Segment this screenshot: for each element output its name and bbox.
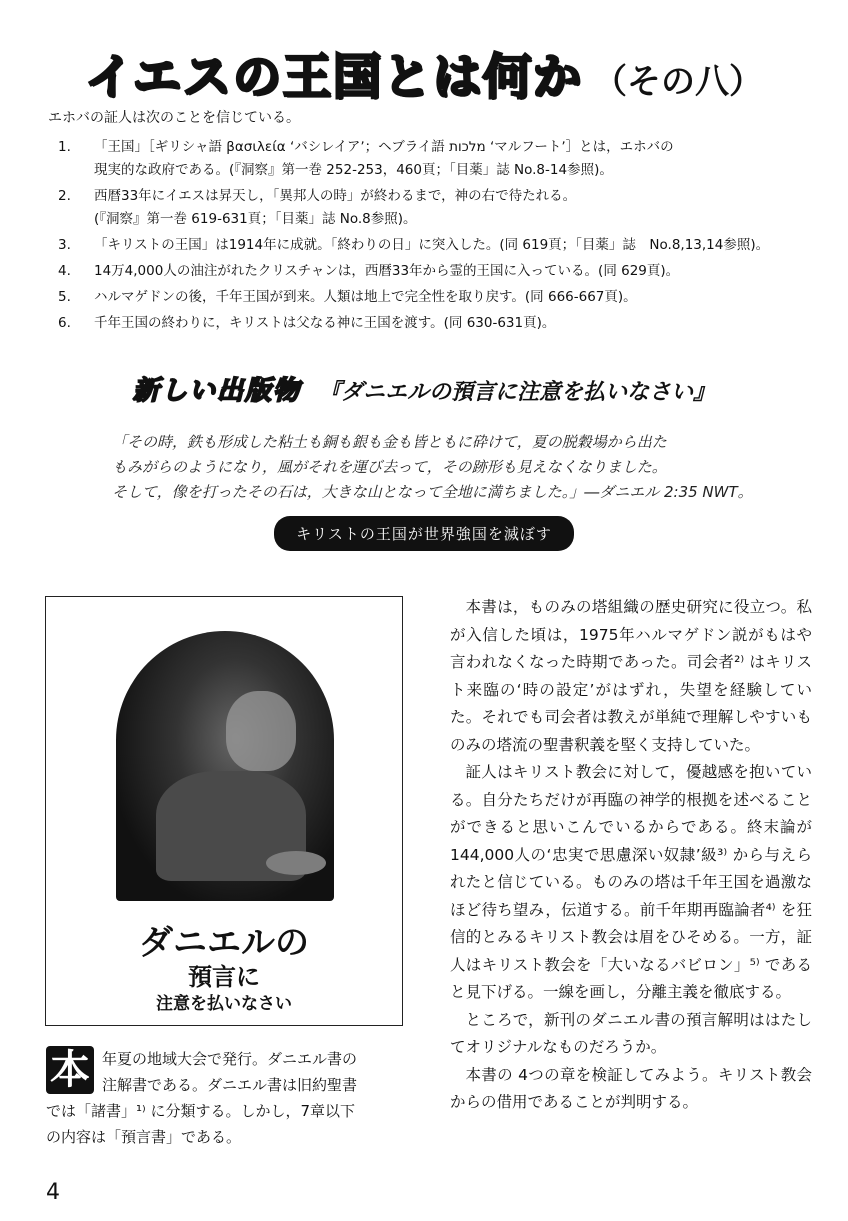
new-pub-label: 新しい出版物 <box>132 376 301 406</box>
page-number: 4 <box>46 1180 60 1205</box>
list-item <box>58 286 838 309</box>
banner-wrap <box>0 516 848 551</box>
item-number: 3. <box>58 237 71 253</box>
item-number: 1. <box>58 139 71 155</box>
item-number: 2. <box>58 188 71 204</box>
quote-line: もみがらのようになり，風がそれを運び去って，その跡形も見えなくなりました。 <box>112 458 667 476</box>
drop-cap: 本 <box>46 1046 94 1094</box>
new-pub-book-title: 『ダニエルの預言に注意を払いなさい』 <box>319 379 716 405</box>
book-cover-image <box>45 596 403 1026</box>
item-text: 西暦33年にイエスは昇天し，「異邦人の時」が終わるまで，神の右で待たれる。 (『洞察』第一巻 619-631頁；「目薬」誌 No.8参照)。 <box>94 188 577 227</box>
item-text: 千年王国の終わりに，キリストは父なる神に王国を渡す。(同 630-631頁)。 <box>94 315 556 331</box>
new-publication-heading <box>0 370 848 407</box>
item-number: 4. <box>58 263 71 279</box>
paragraph: ところで，新刊のダニエル書の預言解明ははたしてオリジナルなものだろうか。 <box>450 1010 812 1056</box>
title-sub: （その八） <box>593 62 764 102</box>
item-text: 「王国」［ギリシャ語 βασιλεία ʻバシレイアʼ；ヘブライ語 מלכות ʻマルフートʼ］とは，エホバの 現実的な政府である。(『洞察』第一巻 252-253，460頁；「目薬」誌 No.8-14参照)。 <box>94 139 674 178</box>
cover-title-line2: 預言に <box>188 962 260 991</box>
item-text: ハルマゲドンの後，千年王国が到来。人類は地上で完全性を取り戻す。(同 666-667頁)。 <box>94 289 637 305</box>
page-title <box>0 38 848 107</box>
left-column-text <box>46 1046 410 1150</box>
right-column-text <box>450 594 812 1117</box>
paragraph: 本書の 4つの章を検証してみよう。キリスト教会からの借用であることが判明する。 <box>450 1065 812 1111</box>
arch-painting <box>116 631 334 901</box>
paragraph: 証人はキリスト教会に対して，優越感を抱いている。自分たちだけが再臨の神学的根拠を述べることができると思いこんでいるからである。終末論が144,000人の‘忠実で思慮深い奴隷’級³⁾ から与えられたと信じている。ものみの塔は千年王国を過激なほど待ち望み，伝道する。前千年期再臨論者⁴⁾ を狂信的とみるキリスト教会は眉をひそめる。一方，証人はキリスト教会を「大いなるバビロン」⁵⁾ であると見下げる。一線を画し，分離主義を徹底する。 <box>450 763 812 1001</box>
section-banner: キリストの王国が世界強国を滅ぼす <box>274 516 574 551</box>
list-item <box>58 260 838 283</box>
prophet-head-shape <box>226 691 296 771</box>
cover-title-line3: 注意を払いなさい <box>156 994 292 1014</box>
scripture-quote <box>112 430 812 505</box>
beliefs-list <box>58 136 838 338</box>
intro-text: エホバの証人は次のことを信じている。 <box>48 110 300 126</box>
title-main: イエスの王国とは何か <box>84 49 584 105</box>
quote-line: 「その時，鉄も形成した粘土も銅も銀も金も皆ともに砕けて，夏の脱穀場から出た <box>112 433 667 451</box>
list-item <box>58 234 838 257</box>
item-text: 「キリストの王国」は1914年に成就。「終わりの日」に突入した。(同 619頁；「目薬」誌 No.8,13,14参照)。 <box>94 237 770 253</box>
text-line: 注解書である。ダニエル書は旧約聖書 <box>102 1076 358 1094</box>
prophet-hand-shape <box>266 851 326 875</box>
text-line: 年夏の地域大会で発行。ダニエル書の <box>102 1050 358 1068</box>
quote-line: そして，像を打ったその石は，大きな山となって全地に満ちました。」―ダニエル 2:35 NWT。 <box>112 483 753 501</box>
paragraph: 本書は，ものみの塔組織の歴史研究に役立つ。私が入信した頃は，1975年ハルマゲドン説がもはや言われなくなった時期であった。司会者²⁾ はキリスト来臨の‘時の設定’がはずれ，失望を経験していた。それでも司会者は教えが単純で理解しやすいものみの塔流の聖書釈義を堅く支持していた。 <box>450 598 812 754</box>
text-line: では「諸書」¹⁾ に分類する。しかし，7章以下 <box>46 1102 356 1120</box>
item-number: 5. <box>58 289 71 305</box>
text-line: の内容は「預言書」である。 <box>46 1128 242 1146</box>
list-item <box>58 136 838 182</box>
list-item <box>58 312 838 335</box>
list-item <box>58 185 838 231</box>
item-text: 14万4,000人の油注がれたクリスチャンは，西暦33年から霊的王国に入っている。(同 629頁)。 <box>94 263 680 279</box>
cover-title-line1: ダニエルの <box>139 923 309 963</box>
item-number: 6. <box>58 315 71 331</box>
